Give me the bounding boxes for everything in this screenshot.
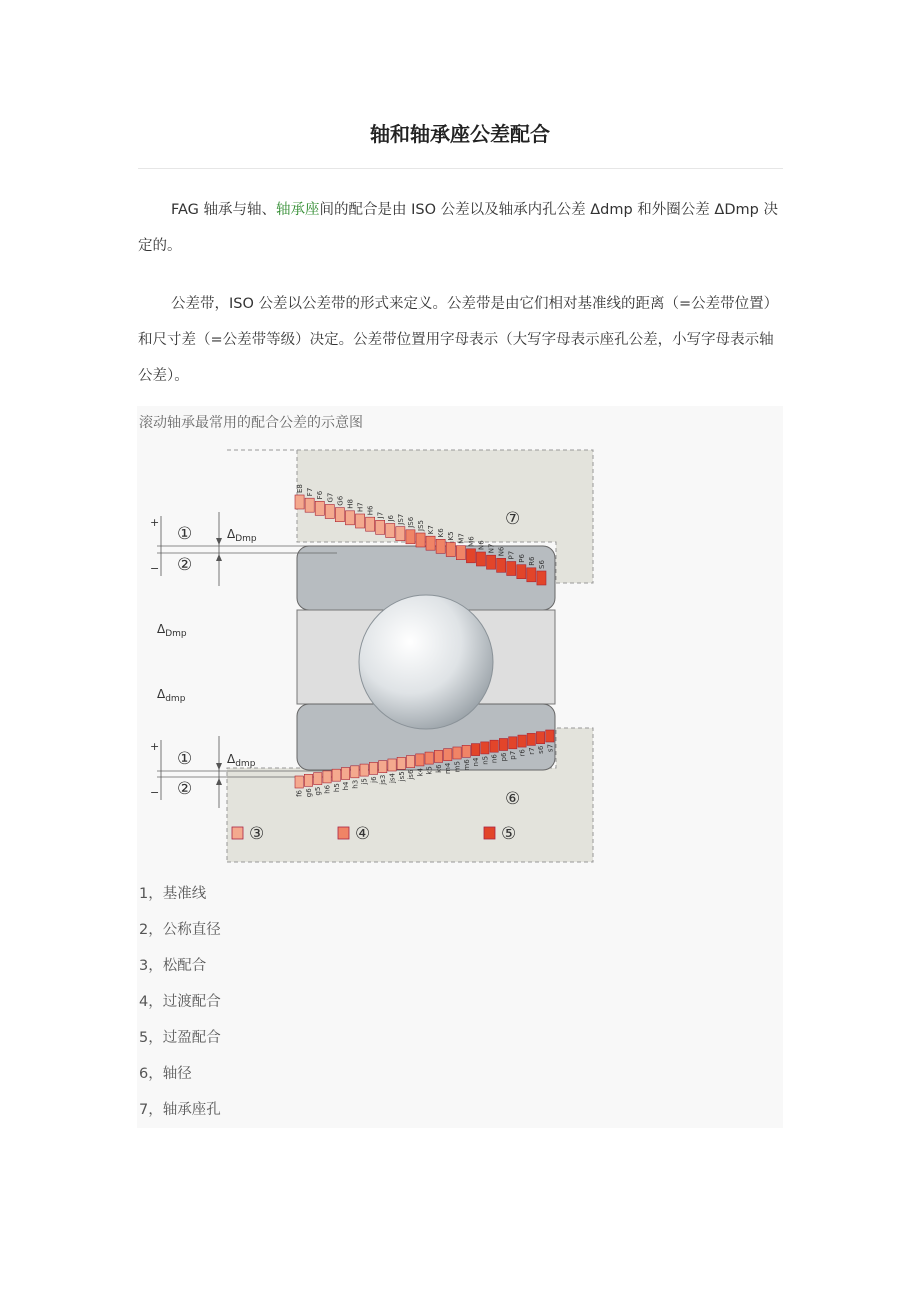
tolerance-band-P6 [517,565,526,579]
delta-dmp-mid: $\Delta_{dmp}$ [157,687,186,704]
tolerance-band-g6 [304,774,312,786]
tolerance-label-JS6: JS6 [406,516,415,528]
marker-5: ⑤ [501,824,517,844]
tolerance-label-G7: G7 [326,492,335,503]
tolerance-label-h4: h4 [342,781,351,791]
tolerance-label-M6: M6 [467,536,476,547]
tolerance-label-m4: m4 [444,762,453,774]
legend-item-1: 1，基准线 [139,886,207,902]
tolerance-label-js4: js4 [388,773,397,784]
tolerance-band-G6 [335,508,344,522]
tolerance-band-E8 [295,495,304,509]
plus-sign-outer: + [150,516,160,529]
tolerance-band-j6 [369,762,377,774]
tolerance-label-N7: N7 [487,543,496,554]
tolerance-band-J7 [376,520,385,534]
tolerance-label-r6: r6 [518,749,527,757]
tolerance-label-R6: R6 [527,556,536,566]
tolerance-text: 公差带，ISO 公差以公差带的形式来定义。公差带是由它们相对基准线的距离（=公差带位置）和尺寸差（=公差带等级）决定。公差带位置用字母表示（大写字母表示座孔公差，小写字母表示轴公差）。 [138,296,779,384]
tolerance-label-g6: g6 [304,788,313,798]
tolerance-band-h6 [323,771,331,783]
tolerance-label-m5: m5 [453,761,462,773]
tolerance-label-G6: G6 [336,495,345,506]
tolerance-diagram [137,446,783,866]
tolerance-label-h5: h5 [332,783,341,793]
figure-caption: 滚动轴承最常用的配合公差的示意图 [139,415,363,431]
tolerance-label-f6: f6 [295,790,304,797]
minus-sign-inner: − [150,786,160,799]
tolerance-label-s6: s6 [537,745,546,754]
tolerance-label-n4: n4 [472,757,481,767]
tolerance-band-r6 [518,735,526,747]
tolerance-band-js3 [379,761,387,773]
tolerance-label-N6: N6 [497,546,506,557]
arrow-head-4 [216,778,222,785]
tolerance-label-js3: js3 [379,774,388,785]
tolerance-label-m6: m6 [462,759,471,771]
tolerance-band-K7 [426,536,435,550]
tolerance-band-H8 [345,511,354,525]
tolerance-label-h6: h6 [323,784,332,794]
tolerance-label-JS7: JS7 [396,513,405,525]
tolerance-label-n6: n6 [490,754,499,764]
tolerance-band-K5 [446,543,455,557]
marker-3: ③ [249,824,265,844]
tolerance-label-k6: k6 [434,764,443,773]
tolerance-band-N7 [487,555,496,569]
delta-Dmp-top: $\Delta_{Dmp}$ [227,527,257,544]
tolerance-band-JS5 [416,533,425,547]
tolerance-band-g5 [314,773,322,785]
tolerance-paragraph [138,286,783,394]
tolerance-band-H6 [366,517,375,531]
tolerance-label-J6: J6 [386,514,395,522]
tolerance-band-N6 [476,552,485,566]
tolerance-band-m6 [462,745,470,757]
minus-sign-outer: − [150,562,160,575]
title-divider [138,168,783,169]
tolerance-band-m5 [453,747,461,759]
tolerance-label-p7: p7 [509,750,518,760]
tolerance-band-f6 [295,776,303,788]
tolerance-band-k4 [416,754,424,766]
marker-1-outer: ① [177,524,193,544]
tolerance-band-N6 [497,558,506,572]
marker-1-inner: ① [177,749,193,769]
legend-item-3: 3，松配合 [139,958,207,974]
figure-panel [137,406,783,1128]
marker-2-outer: ② [177,555,193,575]
tolerance-band-r7 [527,733,535,745]
tolerance-band-h4 [341,768,349,780]
intro-text-after: 间的配合是由 ISO 公差以及轴承内孔公差 Δdmp 和外圈公差 ΔDmp 决定的。 [138,202,778,254]
tolerance-band-K6 [436,539,445,553]
tolerance-label-H6: H6 [366,505,375,516]
tolerance-label-S6: S6 [538,560,546,569]
tolerance-label-g5: g5 [314,786,323,796]
tolerance-band-p6 [499,739,507,751]
tolerance-band-F7 [305,498,314,512]
bearing-housing-link[interactable]: 轴承座 [276,202,320,218]
tolerance-label-P7: P7 [507,550,516,560]
tolerance-band-JS7 [396,527,405,541]
page-title: 轴和轴承座公差配合 [370,122,550,146]
tolerance-band-s6 [536,732,544,744]
tolerance-label-j5: j5 [360,778,369,785]
legend-item-2: 2，公称直径 [139,922,221,938]
tolerance-label-k5: k5 [425,766,434,775]
tolerance-band-JS6 [406,530,415,544]
tolerance-label-M7: M7 [457,533,466,544]
arrow-head-3 [216,763,222,770]
marker-6: ⑥ [505,789,521,809]
tolerance-band-js5 [397,757,405,769]
tolerance-label-F6: F6 [316,490,325,500]
swatch-loose-fit [232,827,243,839]
tolerance-label-K5: K5 [447,531,456,541]
tolerance-label-E8: E8 [296,484,304,493]
tolerance-label-K7: K7 [427,525,436,535]
tolerance-band-J6 [386,524,395,538]
plus-sign-inner: + [150,740,160,753]
tolerance-label-r7: r7 [527,747,536,755]
tolerance-label-p6: p6 [499,752,508,762]
intro-text-before: FAG 轴承与轴、 [171,202,277,218]
swatch-transition-fit [338,827,349,839]
tolerance-label-F7: F7 [306,487,315,497]
tolerance-band-k5 [425,752,433,764]
marker-2-inner: ② [177,779,193,799]
tolerance-label-j6: j6 [369,776,378,783]
arrow-head-2 [216,554,222,561]
tolerance-band-h5 [332,769,340,781]
tolerance-band-js6 [406,756,414,768]
tolerance-band-M7 [456,546,465,560]
tolerance-band-H7 [356,514,365,528]
tolerance-band-p7 [509,737,517,749]
tolerance-label-n5: n5 [481,755,490,765]
tolerance-band-h3 [351,766,359,778]
tolerance-label-k4: k4 [416,767,425,777]
tolerance-band-m4 [444,749,452,761]
tolerance-band-S6 [537,571,546,585]
tolerance-band-P7 [507,562,516,576]
tolerance-band-k6 [434,750,442,762]
tolerance-band-js4 [388,759,396,771]
tolerance-label-js6: js6 [407,769,416,780]
tolerance-label-H7: H7 [356,502,365,512]
tolerance-label-s7: s7 [546,744,555,753]
marker-4: ④ [355,824,371,844]
tolerance-band-F6 [315,501,324,515]
tolerance-label-P6: P6 [517,554,526,563]
legend-item-7: 7，轴承座孔 [139,1102,221,1118]
rolling-ball [359,595,493,729]
delta-dmp-bottom: $\Delta_{dmp}$ [227,752,256,769]
tolerance-label-J7: J7 [376,511,385,519]
intro-paragraph [138,192,783,264]
tolerance-label-H8: H8 [346,499,355,509]
tolerance-band-G7 [325,505,334,519]
swatch-interference-fit [484,827,495,839]
tolerance-band-M6 [466,549,475,563]
tolerance-label-js5: js5 [397,771,406,782]
legend-item-5: 5，过盈配合 [139,1030,221,1046]
tolerance-band-n5 [481,742,489,754]
legend-item-4: 4，过渡配合 [139,994,221,1010]
arrow-head-1 [216,538,222,545]
tolerance-band-j5 [360,764,368,776]
tolerance-band-R6 [527,568,536,582]
tolerance-band-s7 [546,730,554,742]
tolerance-label-JS5: JS5 [417,520,425,531]
tolerance-label-N6: N6 [477,540,486,550]
marker-7: ⑦ [505,509,521,529]
legend-item-6: 6，轴径 [139,1066,192,1082]
tolerance-band-n6 [490,740,498,752]
tolerance-label-K6: K6 [437,528,446,538]
tolerance-label-h3: h3 [351,779,360,789]
delta-Dmp-mid: $\Delta_{Dmp}$ [157,622,187,639]
tolerance-band-n4 [471,744,479,756]
